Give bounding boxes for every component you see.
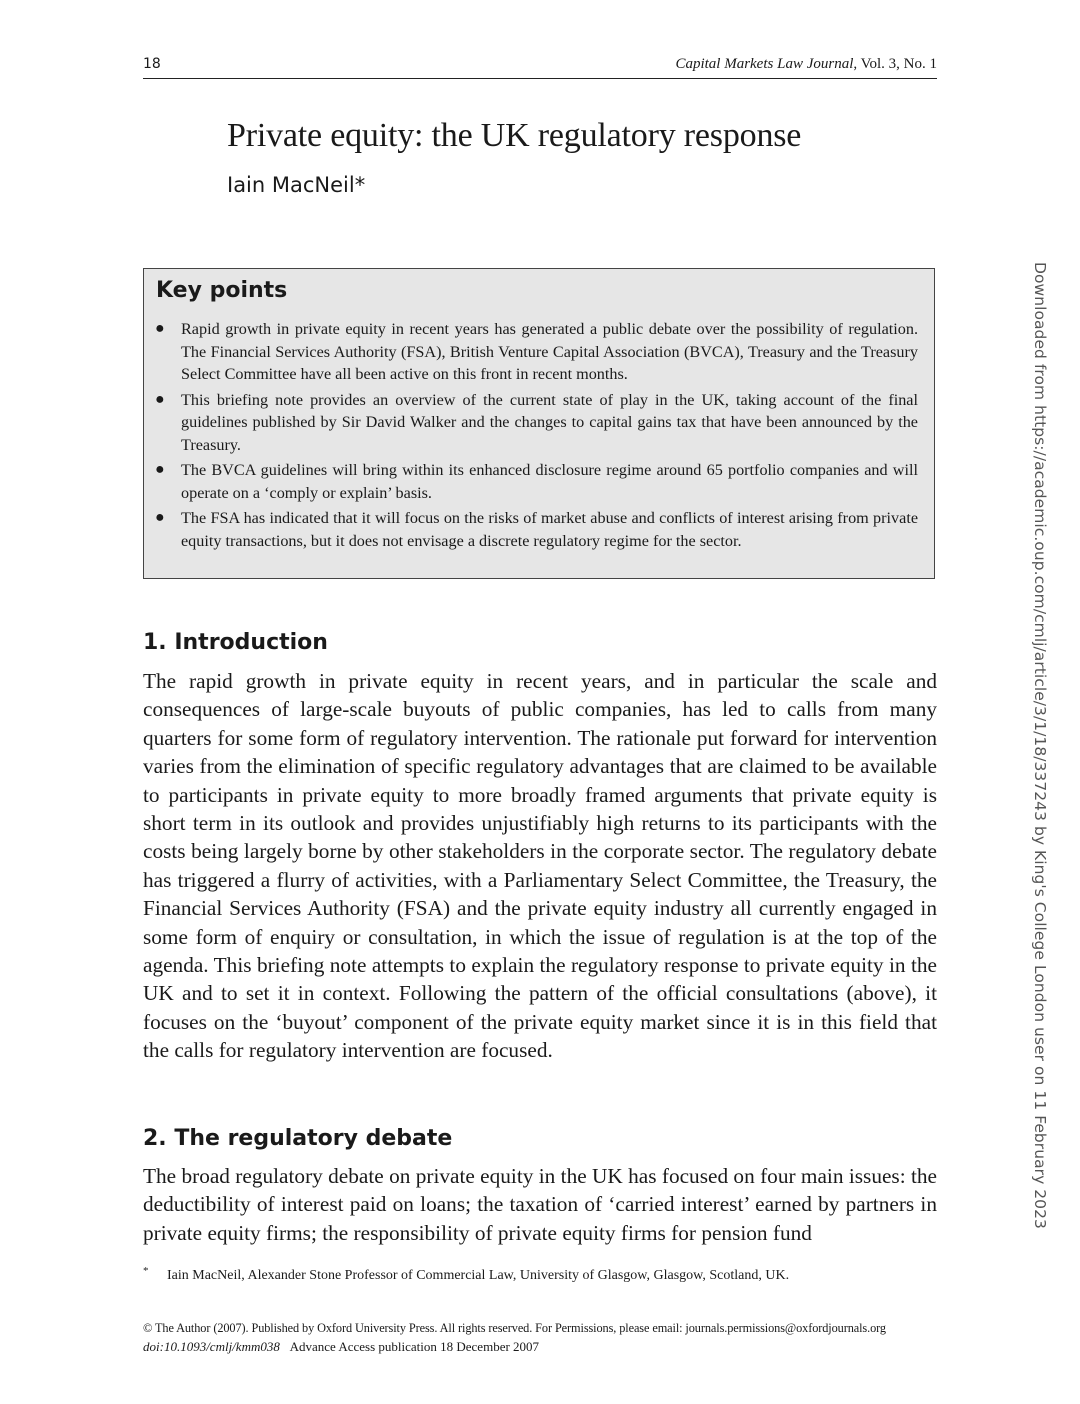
article-author: Iain MacNeil*	[227, 173, 366, 197]
key-points-box	[143, 268, 935, 579]
bullet-icon: ●	[155, 509, 165, 526]
key-point-item	[144, 459, 934, 504]
key-point-item	[144, 318, 934, 386]
footnote-mark: *	[143, 1265, 149, 1277]
footnote-text: Iain MacNeil, Alexander Stone Professor of Commercial Law, University of Glasgow, Glasgow, Scotland, UK.	[167, 1268, 790, 1283]
section-text-introduction: The rapid growth in private equity in recent years, and in particular the scale and consequences of large-scale buyouts of public companies, has led to calls from many quarters for some form of regulatory intervention. The rationale put forward for intervention varies from the elimination of specific regulatory advantages that are claimed to be available to participants in private equity to more broadly framed arguments that private equity is short term in its outlook and provides unjustifiably high returns to its participants with the costs being largely borne by other stakeholders in the corporate sector. The regulatory debate has triggered a flurry of activities, with a Parliamentary Select Committee, the Treasury, the Financial Services Authority (FSA) and the private equity industry all currently engaged in some form of enquiry or consultation, in which the issue of regulation is at the top of the agenda. This briefing note attempts to explain the regulatory response to private equity in the UK and to set it in context. Following the pattern of the official consultations (above), it focuses on the ‘buyout’ component of the private equity market since it is in this field that the calls for regulatory intervention are focused.	[143, 669, 937, 1063]
copyright-line: © The Author (2007). Published by Oxford University Press. All rights reserved. For Permissions, please email: journals.permissions@oxfordjournals.org	[143, 1321, 886, 1335]
doi[interactable]: doi:10.1093/cmlj/kmm038	[143, 1339, 280, 1354]
section-text-regulatory-debate: The broad regulatory debate on private equity in the UK has focused on four main issues: the deductibility of interest paid on loans; the taxation of ‘carried interest’ earned by partners in private equity firms; the responsibility of private equity firms for pension fund	[143, 1164, 937, 1245]
running-head	[143, 54, 937, 79]
page-number: 18	[143, 56, 161, 72]
key-points-heading: Key points	[156, 278, 288, 303]
bullet-icon: ●	[155, 461, 165, 478]
article-title: Private equity: the UK regulatory response	[227, 117, 802, 154]
volume-issue: , Vol. 3, No. 1	[853, 56, 937, 72]
journal-reference	[675, 56, 937, 73]
bullet-icon: ●	[155, 320, 165, 337]
key-points-list	[144, 318, 934, 555]
section-heading-introduction: 1. Introduction	[143, 630, 328, 655]
key-point-text: This briefing note provides an overview of the current state of play in the UK, taking account of the final guidelines published by Sir David Walker and the changes to capital gains tax that have been announced by the Treasury.	[181, 390, 918, 454]
bullet-icon: ●	[155, 390, 165, 408]
journal-title: Capital Markets Law Journal	[675, 56, 854, 72]
section-heading-regulatory-debate: 2. The regulatory debate	[143, 1126, 453, 1151]
key-point-text: The BVCA guidelines will bring within its enhanced disclosure regime around 65 portfolio companies and will operate on a ‘comply or explain’ basis.	[181, 461, 918, 502]
key-point-item	[144, 507, 934, 552]
key-point-item	[144, 389, 934, 457]
doi-line	[143, 1339, 539, 1355]
key-point-text: The FSA has indicated that it will focus on the risks of market abuse and conflicts of interest arising from private equity transactions, but it does not envisage a discrete regulatory regime for the sector.	[181, 509, 918, 550]
key-point-text: Rapid growth in private equity in recent years has generated a public debate over the possibility of regulation. The Financial Services Authority (FSA), British Venture Capital Association (BVCA), Treasury and the Treasury Select Committee have all been active on this front in recent months.	[181, 320, 918, 383]
watermark-text: Downloaded from https://academic.oup.com/cmlj/article/3/1/18/337243 by King's College London user on 11 February 2023	[1031, 262, 1049, 1229]
download-watermark	[1029, 262, 1049, 1229]
advance-access: Advance Access publication 18 December 2007	[289, 1339, 540, 1354]
